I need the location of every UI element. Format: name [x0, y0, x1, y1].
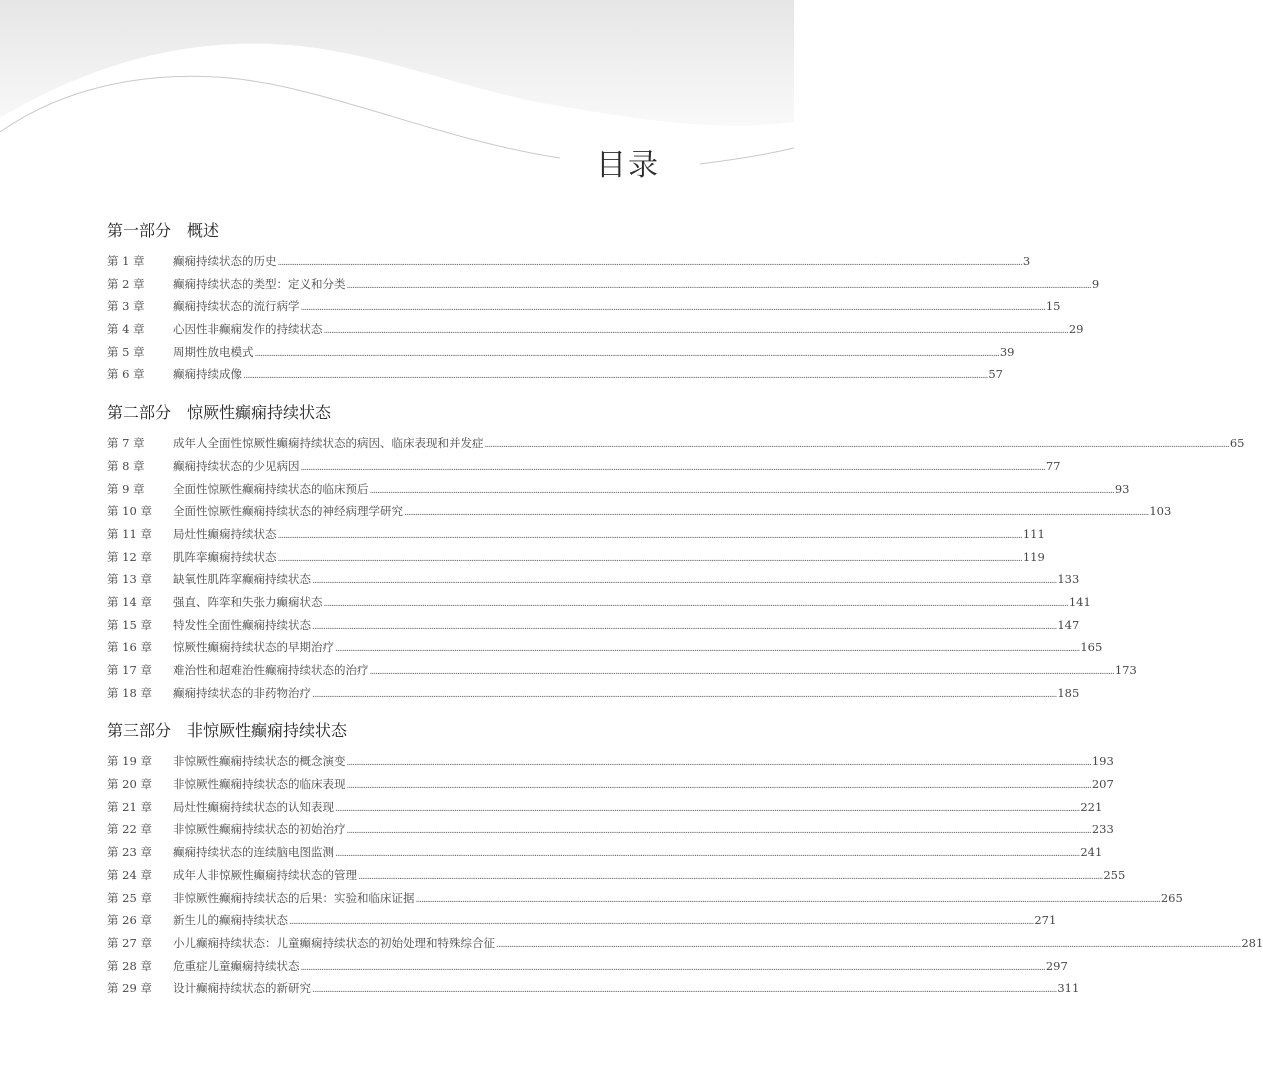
- chapter-page: 185: [1057, 685, 1080, 700]
- part-number: 第一部分: [107, 221, 172, 240]
- dot-leader: ................................................................................................................................................................................................................................................................................................................................................................................................................: [415, 894, 1160, 905]
- chapter-number: 第 3 章: [107, 299, 145, 314]
- chapter-number: 第 17 章: [107, 663, 152, 677]
- dot-leader: ................................................................................................................................................................................................................................................................................................................................................................................................................: [300, 962, 1045, 973]
- chapter-entry[interactable]: [107, 977, 1080, 1000]
- chapter-entry[interactable]: [107, 546, 1045, 569]
- chapter-page: 193: [1091, 754, 1114, 769]
- dot-leader: ................................................................................................................................................................................................................................................................................................................................................................................................................: [484, 440, 1229, 451]
- chapter-number: 第 18 章: [107, 685, 152, 700]
- chapter-number: 第 21 章: [107, 799, 152, 814]
- dot-leader: ................................................................................................................................................................................................................................................................................................................................................................................................................: [335, 803, 1080, 814]
- chapter-entry[interactable]: [107, 932, 1263, 955]
- chapter-entry[interactable]: [107, 659, 1137, 682]
- chapter-number: 第 12 章: [107, 549, 152, 564]
- chapter-title: 成年人全面性惊厥性癫痫持续状态的病因、临床表现和并发症: [173, 436, 484, 451]
- chapter-number: 第 1 章: [107, 254, 145, 268]
- chapter-page: 111: [1022, 526, 1045, 541]
- chapter-number: 第 19 章: [107, 754, 152, 769]
- chapter-entry[interactable]: [107, 295, 1061, 318]
- chapter-number: 第 20 章: [107, 777, 152, 792]
- chapter-entry[interactable]: [107, 432, 1245, 455]
- chapter-title: 癫痫持续状态的连续脑电图监测: [173, 845, 334, 860]
- chapter-title: 肌阵挛癫痫持续状态: [173, 549, 277, 564]
- dot-leader: ................................................................................................................................................................................................................................................................................................................................................................................................................: [323, 598, 1068, 609]
- part-name: 非惊厥性癫痫持续状态: [187, 721, 348, 741]
- chapter-number: 第 13 章: [107, 572, 152, 587]
- chapter-page: 241: [1080, 845, 1103, 860]
- chapter-title: 癫痫持续状态的流行病学: [173, 299, 300, 314]
- chapter-title: 特发性全面性癫痫持续状态: [173, 617, 311, 632]
- chapter-title: 周期性放电模式: [173, 344, 254, 359]
- chapter-entry[interactable]: [107, 841, 1103, 864]
- dot-leader: ................................................................................................................................................................................................................................................................................................................................................................................................................: [312, 576, 1057, 587]
- chapter-page: 103: [1149, 504, 1172, 519]
- part-heading: [107, 218, 653, 244]
- chapter-number: 第 5 章: [107, 344, 145, 359]
- dot-leader: ................................................................................................................................................................................................................................................................................................................................................................................................................: [277, 553, 1022, 564]
- chapter-number: 第 25 章: [107, 890, 152, 905]
- part-section: [107, 400, 1245, 704]
- chapter-entry[interactable]: [107, 591, 1091, 614]
- chapter-title: 小儿癫痫持续状态：儿童癫痫持续状态的初始处理和特殊综合征: [173, 935, 495, 950]
- chapter-title: 癫痫持续状态的非药物治疗: [173, 685, 311, 700]
- chapter-number: 第 9 章: [107, 481, 145, 496]
- chapter-page: 93: [1114, 481, 1130, 496]
- chapter-page: 65: [1229, 436, 1245, 451]
- chapter-entry[interactable]: [107, 455, 1061, 478]
- chapter-page: 57: [988, 367, 1003, 382]
- chapter-title: 癫痫持续状态的少见病因: [173, 458, 300, 473]
- page-title: 目录: [596, 148, 660, 183]
- chapter-page: 77: [1045, 458, 1061, 473]
- chapter-title: 非惊厥性癫痫持续状态的临床表现: [173, 777, 346, 792]
- chapter-title: 局灶性癫痫持续状态的认知表现: [173, 799, 334, 814]
- chapter-title: 强直、阵挛和失张力癫痫状态: [173, 594, 323, 609]
- header-swoosh-art: [0, 0, 794, 200]
- dot-leader: ................................................................................................................................................................................................................................................................................................................................................................................................................: [312, 689, 1057, 700]
- chapter-number: 第 23 章: [107, 845, 152, 860]
- chapter-title: 癫痫持续成像: [173, 367, 242, 382]
- chapter-page: 119: [1022, 549, 1045, 564]
- chapter-entry[interactable]: [107, 955, 1068, 978]
- chapter-title: 危重症儿童癫痫持续状态: [173, 958, 300, 973]
- chapter-number: 第 10 章: [107, 504, 152, 519]
- dot-leader: ................................................................................................................................................................................................................................................................................................................................................................................................................: [404, 508, 1149, 519]
- chapter-number: 第 2 章: [107, 276, 145, 291]
- chapter-entry[interactable]: [107, 909, 1057, 932]
- chapter-number: 第 29 章: [107, 981, 152, 996]
- dot-leader: ................................................................................................................................................................................................................................................................................................................................................................................................................: [346, 781, 1091, 792]
- chapter-title: 新生儿的癫痫持续状态: [173, 913, 288, 928]
- chapter-page: 221: [1080, 799, 1103, 814]
- chapter-entry[interactable]: [107, 614, 1080, 637]
- chapter-entry[interactable]: [107, 818, 1114, 841]
- chapter-title: 非惊厥性癫痫持续状态的初始治疗: [173, 822, 346, 837]
- part-heading: [107, 718, 653, 744]
- chapter-page: 297: [1045, 958, 1068, 973]
- chapter-page: 3: [1022, 254, 1031, 268]
- chapter-number: 第 7 章: [107, 436, 145, 451]
- chapter-entry[interactable]: [107, 750, 1114, 773]
- dot-leader: ................................................................................................................................................................................................................................................................................................................................................................................................................: [312, 985, 1057, 996]
- dot-leader: ................................................................................................................................................................................................................................................................................................................................................................................................................: [254, 348, 999, 359]
- chapter-page: 207: [1091, 777, 1114, 792]
- chapter-page: 265: [1160, 890, 1183, 905]
- chapter-number: 第 11 章: [107, 526, 152, 541]
- chapter-title: 难治性和超难治性癫痫持续状态的治疗: [173, 663, 369, 677]
- part-name: 惊厥性癫痫持续状态: [187, 403, 332, 423]
- chapter-number: 第 6 章: [107, 367, 145, 382]
- chapter-page: 165: [1080, 640, 1103, 655]
- chapter-entry[interactable]: [107, 363, 1003, 386]
- chapter-entry[interactable]: [107, 568, 1080, 591]
- dot-leader: ................................................................................................................................................................................................................................................................................................................................................................................................................: [335, 849, 1080, 860]
- chapter-entry[interactable]: [107, 636, 1103, 659]
- chapter-number: 第 14 章: [107, 594, 152, 609]
- part-section: [107, 218, 1100, 386]
- chapter-page: 271: [1034, 913, 1057, 928]
- dot-leader: ................................................................................................................................................................................................................................................................................................................................................................................................................: [300, 462, 1045, 473]
- dot-leader: ................................................................................................................................................................................................................................................................................................................................................................................................................: [300, 303, 1045, 314]
- table-of-contents: [107, 218, 1263, 1005]
- chapter-number: 第 16 章: [107, 640, 152, 655]
- chapter-entry[interactable]: [107, 796, 1103, 819]
- chapter-number: 第 24 章: [107, 867, 152, 882]
- dot-leader: ................................................................................................................................................................................................................................................................................................................................................................................................................: [277, 530, 1022, 541]
- chapter-number: 第 4 章: [107, 322, 145, 337]
- chapter-title: 全面性惊厥性癫痫持续状态的神经病理学研究: [173, 504, 403, 519]
- dot-leader: ................................................................................................................................................................................................................................................................................................................................................................................................................: [323, 326, 1068, 337]
- chapter-page: 281: [1241, 935, 1263, 950]
- chapter-page: 133: [1057, 572, 1080, 587]
- chapter-title: 非惊厥性癫痫持续状态的概念演变: [173, 754, 346, 769]
- chapter-page: 39: [999, 344, 1015, 359]
- chapter-title: 癫痫持续状态的历史: [173, 254, 277, 268]
- chapter-entry[interactable]: [107, 523, 1045, 546]
- chapter-number: 第 26 章: [107, 913, 152, 928]
- part-number: 第三部分: [107, 721, 172, 741]
- chapter-page: 147: [1057, 617, 1080, 632]
- chapter-entry[interactable]: [107, 273, 1100, 296]
- dot-leader: ................................................................................................................................................................................................................................................................................................................................................................................................................: [346, 280, 1091, 291]
- chapter-title: 局灶性癫痫持续状态: [173, 526, 277, 541]
- chapter-page: 311: [1057, 981, 1080, 996]
- chapter-entry[interactable]: [107, 500, 1172, 523]
- part-heading: [107, 400, 653, 426]
- chapter-page: 15: [1045, 299, 1061, 314]
- chapter-page: 233: [1091, 822, 1114, 837]
- part-section: [107, 718, 1263, 1000]
- dot-leader: ................................................................................................................................................................................................................................................................................................................................................................................................................: [243, 371, 988, 382]
- chapter-entry[interactable]: [107, 478, 1130, 501]
- chapter-title: 设计癫痫持续状态的新研究: [173, 981, 311, 996]
- chapter-title: 癫痫持续状态的类型：定义和分类: [173, 276, 346, 291]
- chapter-page: 255: [1103, 867, 1126, 882]
- chapter-title: 全面性惊厥性癫痫持续状态的临床预后: [173, 481, 369, 496]
- dot-leader: ................................................................................................................................................................................................................................................................................................................................................................................................................: [346, 758, 1091, 769]
- chapter-title: 惊厥性癫痫持续状态的早期治疗: [173, 640, 334, 655]
- chapter-entry[interactable]: [107, 864, 1126, 887]
- chapter-title: 缺氧性肌阵挛癫痫持续状态: [173, 572, 311, 587]
- part-name: 概述: [187, 221, 220, 240]
- chapter-title: 非惊厥性癫痫持续状态的后果：实验和临床证据: [173, 890, 415, 905]
- chapter-title: 成年人非惊厥性癫痫持续状态的管理: [173, 867, 357, 882]
- dot-leader: ................................................................................................................................................................................................................................................................................................................................................................................................................: [358, 871, 1103, 882]
- chapter-entry[interactable]: [107, 341, 1015, 364]
- chapter-entry[interactable]: [107, 682, 1080, 705]
- dot-leader: ................................................................................................................................................................................................................................................................................................................................................................................................................: [335, 644, 1080, 655]
- dot-leader: ................................................................................................................................................................................................................................................................................................................................................................................................................: [496, 939, 1241, 950]
- chapter-number: 第 15 章: [107, 617, 152, 632]
- dot-leader: ................................................................................................................................................................................................................................................................................................................................................................................................................: [277, 258, 1022, 268]
- chapter-number: 第 27 章: [107, 935, 152, 950]
- chapter-page: 29: [1068, 322, 1084, 337]
- chapter-title: 心因性非癫痫发作的持续状态: [173, 322, 323, 337]
- dot-leader: ................................................................................................................................................................................................................................................................................................................................................................................................................: [346, 826, 1091, 837]
- chapter-entry[interactable]: [107, 773, 1114, 796]
- chapter-page: 173: [1114, 663, 1137, 677]
- chapter-number: 第 8 章: [107, 458, 145, 473]
- chapter-entry[interactable]: [107, 318, 1084, 341]
- chapter-entry[interactable]: [107, 887, 1183, 910]
- chapter-entry[interactable]: [107, 250, 1031, 273]
- chapter-number: 第 22 章: [107, 822, 152, 837]
- dot-leader: ................................................................................................................................................................................................................................................................................................................................................................................................................: [289, 917, 1034, 928]
- dot-leader: ................................................................................................................................................................................................................................................................................................................................................................................................................: [369, 667, 1114, 677]
- dot-leader: ................................................................................................................................................................................................................................................................................................................................................................................................................: [369, 485, 1114, 496]
- dot-leader: ................................................................................................................................................................................................................................................................................................................................................................................................................: [312, 621, 1057, 632]
- part-number: 第二部分: [107, 403, 172, 423]
- chapter-number: 第 28 章: [107, 958, 152, 973]
- chapter-page: 9: [1091, 276, 1100, 291]
- chapter-page: 141: [1068, 594, 1091, 609]
